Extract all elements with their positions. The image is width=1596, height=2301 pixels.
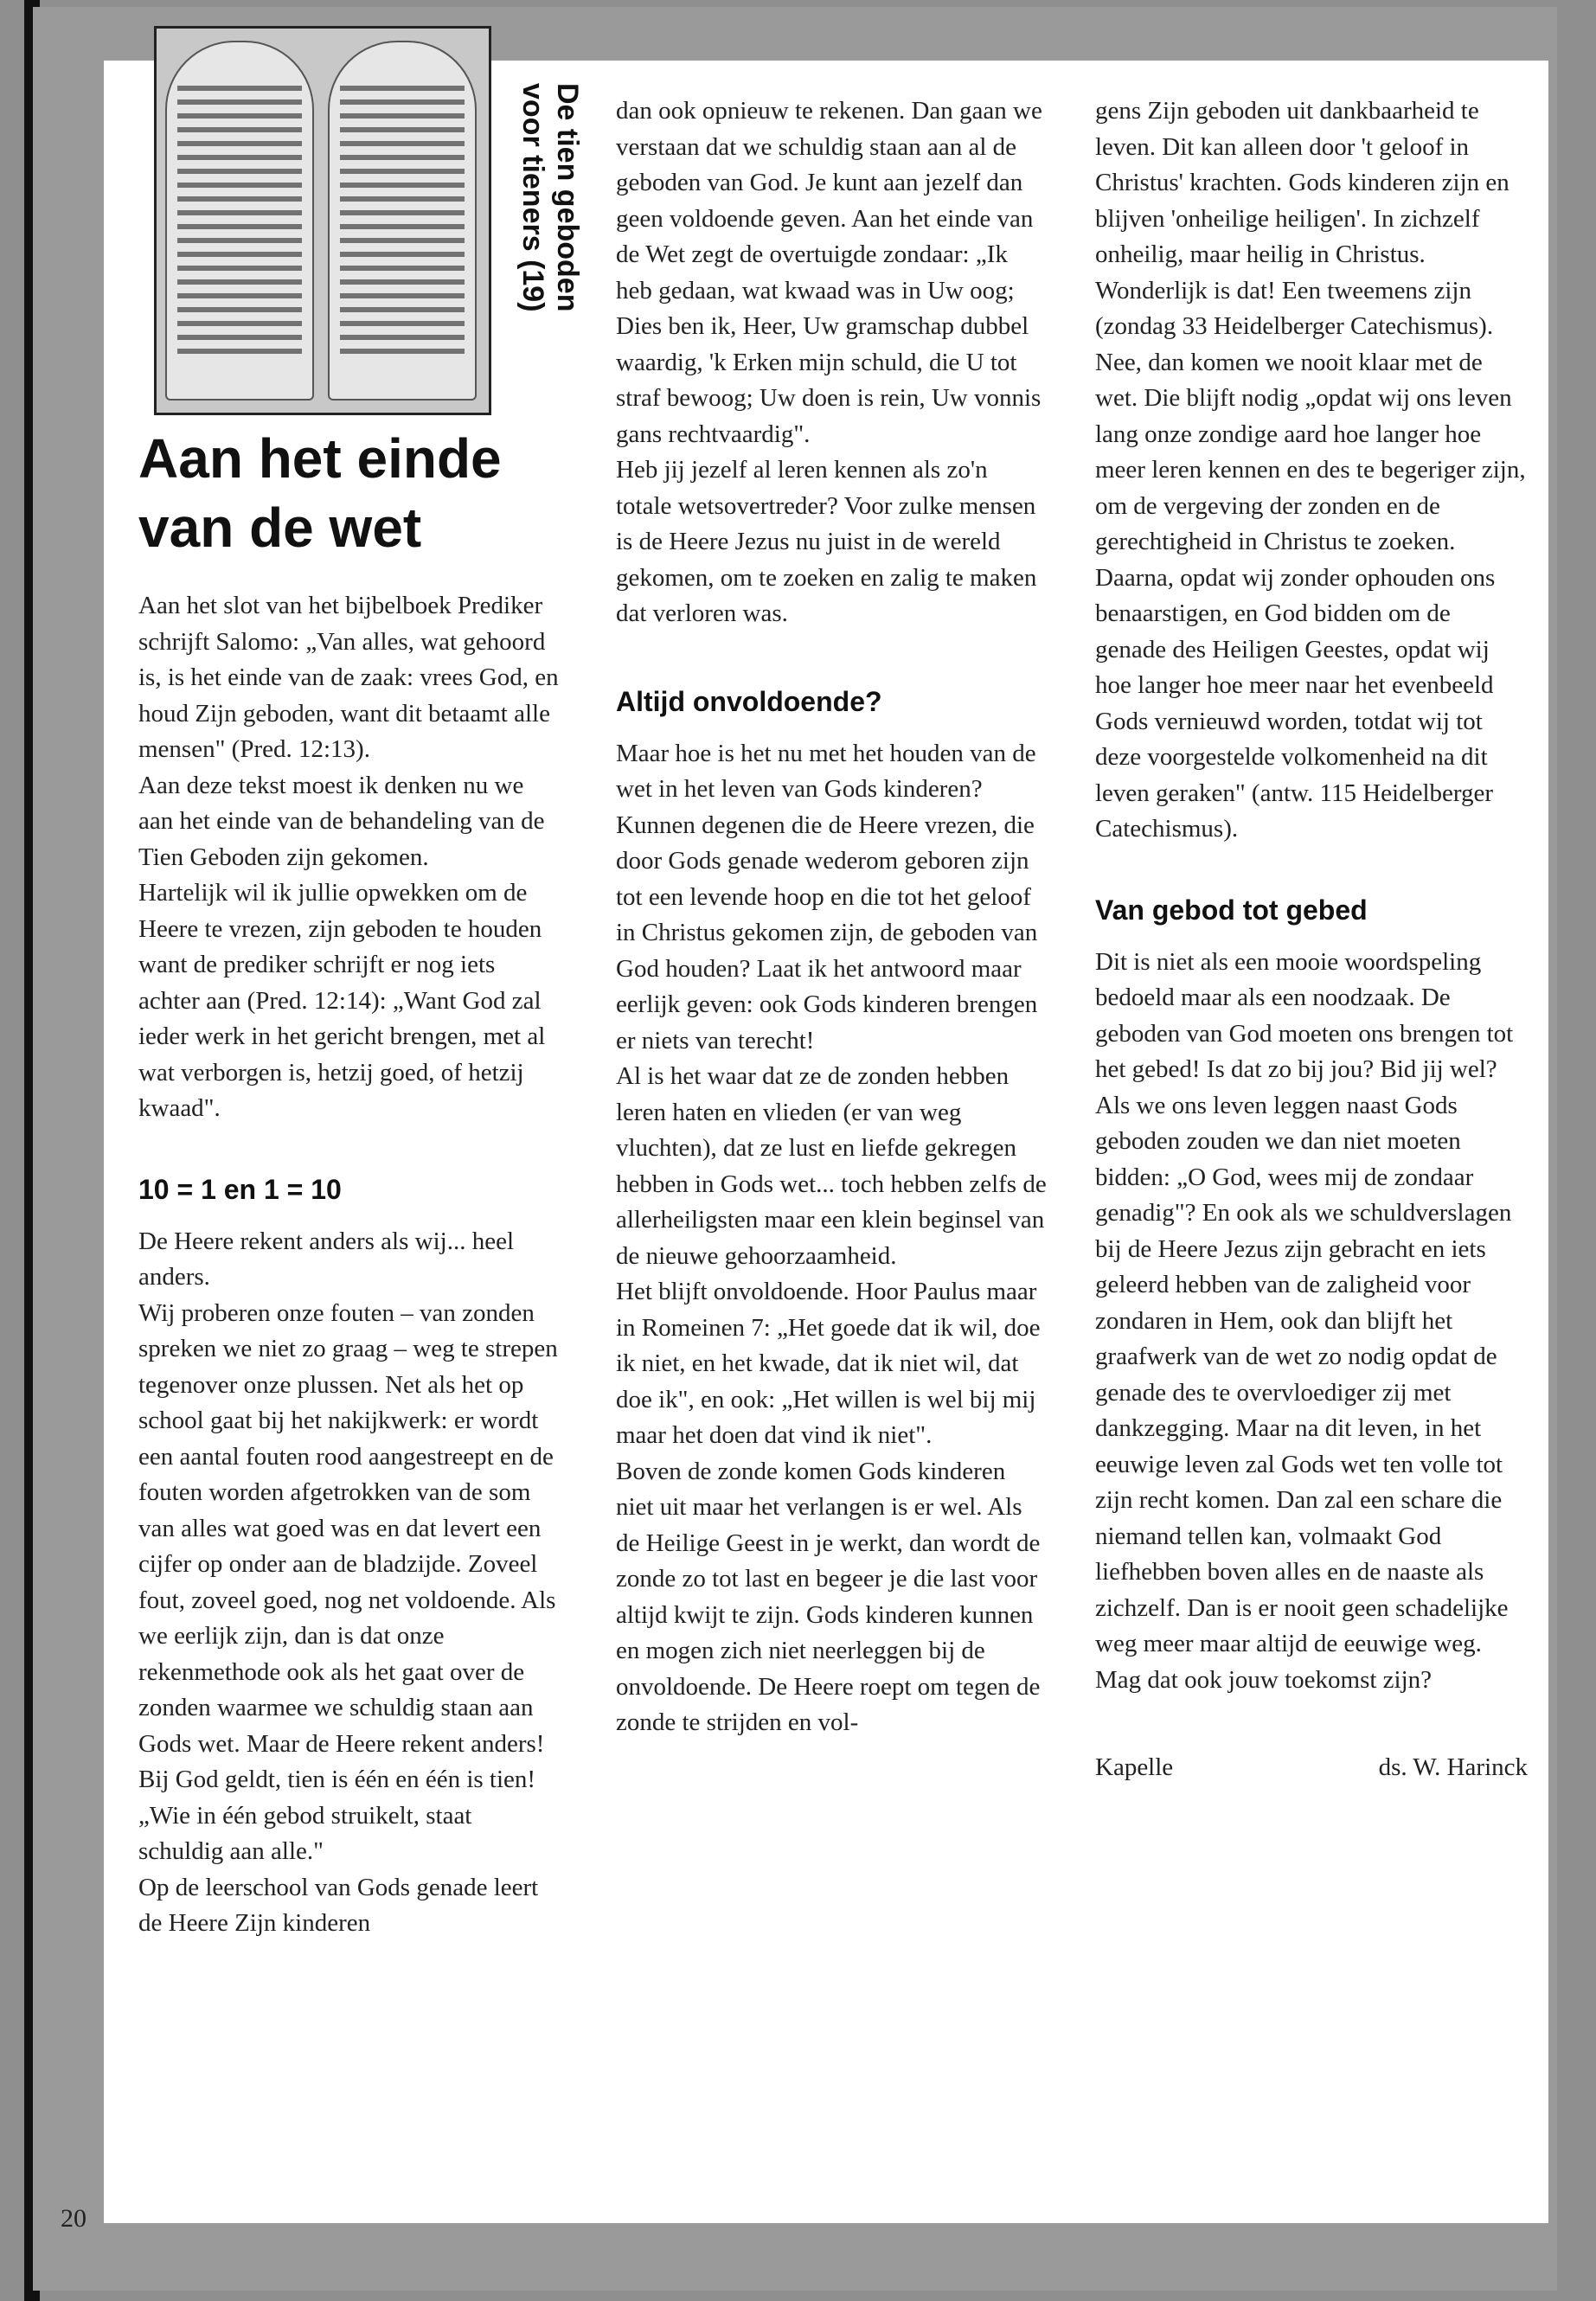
paragraph: Aan deze tekst moest ik denken nu we aan het einde van de behandeling van de Tien Geboden zijn gekomen. (138, 771, 545, 871)
paragraph: Op de leerschool van Gods genade leert de Heere Zijn kinderen (138, 1873, 539, 1937)
paragraph: Aan het slot van het bijbelboek Prediker schrijft Salomo: „Van alles, wat gehoord is, is het einde van de zaak: vrees God, en houd Zijn geboden, want dit betaamt alle mensen" (Pred. 12:13). (138, 592, 559, 763)
paragraph: Als we ons leven leggen naast Gods geboden zouden we dan niet moeten bidden: „O God, wees mij de zondaar genadig"? En ook als we schuldverslagen bij de Heere Jezus zijn gebracht en iets geleerd hebben van de zaligheid voor zondaren in Hem, ook dan blijft het graafwerk van de wet zo nodig opdat de genade des te overvloediger zij met dankzegging. Maar na dit leven, in het eeuwige leven zal Gods wet ten volle tot zijn recht komen. Dan zal een schare die niemand tellen kan, volmaakt God liefhebben boven alles en de naaste als zichzelf. Dan is er nooit geen schadelijke weg meer maar altijd de eeuwige weg. Mag dat ook jouw toekomst zijn? (1095, 1091, 1512, 1694)
column-1 (138, 588, 562, 1942)
paragraph: Hartelijk wil ik jullie opwekken om de Heere te vrezen, zijn geboden te houden want de prediker schrijft er nog iets achter aan (Pred. 12:14): „Want God zal ieder werk in het gericht brengen, met al wat verborgen is, hetzij goed, of hetzij kwaad". (138, 879, 546, 1122)
paragraph: dan ook opnieuw te rekenen. Dan gaan we verstaan dat we schuldig staan aan al de geboden van God. Je kunt aan jezelf dan geen voldoende geven. Aan het einde van de Wet zegt de overtuigde zondaar: „Ik heb gedaan, wat kwaad was in Uw oog; Dies ben ik, Heer, Uw gramschap dubbel waardig, 'k Erken mijn schuld, die U tot straf bewoog; Uw doen is rein, Uw vonnis gans rechtvaardig". (616, 97, 1042, 448)
signature (1095, 1750, 1528, 1786)
paragraph: Nee, dan komen we nooit klaar met de wet. Die blijft nodig „opdat wij ons leven lang onze zondige aard hoe langer hoe meer leren kennen en des te begeriger zijn, om de vergeving der zonden en de gerechtigheid in Christus te zoeken. Daarna, opdat wij zonder ophouden ons benaarstigen, en God bidden om de genade des Heiligen Geestes, opdat wij hoe langer hoe meer naar het evenbeeld Gods vernieuwd worden, totdat wij tot deze voorgestelde volkomenheid na dit leven geraken" (antw. 115 Heidelberger Catechismus). (1095, 348, 1526, 843)
section-heading: Altijd onvoldoende? (616, 685, 882, 717)
column-2 (616, 93, 1048, 1741)
ten-commandments-tablets-image (154, 26, 491, 415)
paragraph: Wij proberen onze fouten – van zonden spreken we niet zo graag – weg te strepen tegenover onze plussen. Net als het op school gaat bij het nakijkwerk: er wordt een aantal fouten rood aangestreept en de fouten worden afgetrokken van de som van alles wat goed was en dat levert een cijfer op onder aan de bladzijde. Zoveel fout, zoveel goed, nog net voldoende. Als we eerlijk zijn, dan is dat onze rekenmethode ook als het gaat over de zonden waarmee we schuldig staan aan Gods wet. Maar de Heere rekent anders! Bij God geldt, tien is één en één is tien! „Wie in één gebod struikelt, staat schuldig aan alle." (138, 1298, 558, 1865)
signature-author: ds. W. Harinck (1378, 1753, 1528, 1781)
paragraph: Het blijft onvoldoende. Hoor Paulus maar in Romeinen 7: „Het goede dat ik wil, doe ik niet, en het kwade, dat ik niet wil, dat doe ik", en ook: „Het willen is wel bij mij maar het doen dat vind ik niet". (616, 1278, 1041, 1449)
signature-place: Kapelle (1095, 1753, 1174, 1781)
page-number: 20 (61, 2204, 87, 2233)
paragraph: Maar hoe is het nu met het houden van de wet in het leven van Gods kinderen? Kunnen degenen die de Heere vrezen, die door Gods genade wederom geboren zijn tot een levende hoop en die tot het geloof in Christus gekomen zijn, de geboden van God houden? Laat ik het antwoord maar eerlijk geven: ook Gods kinderen brengen er niets van terecht! (616, 739, 1038, 1054)
paragraph: Boven de zonde komen Gods kinderen niet uit maar het verlangen is er wel. Als de Heilige Geest in je werkt, dan wordt de zonde zo tot last en begeer je die last voor altijd kwijt te zijn. Gods kinderen kunnen en mogen zich niet neerleggen bij de onvoldoende. De Heere roept om tegen de zonde te strijden en vol- (616, 1457, 1041, 1736)
section-heading: Van gebod tot gebed (1095, 894, 1368, 926)
column-3 (1095, 93, 1528, 1786)
article-headline: Aan het einde van de wet (138, 427, 502, 559)
section-heading: 10 = 1 en 1 = 10 (138, 1173, 342, 1205)
paragraph: Heb jij jezelf al leren kennen als zo'n totale wetsovertreder? Voor zulke mensen is de Heere Jezus nu juist in de wereld gekomen, om te zoeken en zalig te maken dat verloren was. (616, 456, 1037, 627)
paragraph: gens Zijn geboden uit dankbaarheid te leven. Dit kan alleen door 't geloof in Christus' krachten. Gods kinderen zijn en blijven 'onheilige heiligen'. In zichzelf onheilig, maar heilig in Christus. Wonderlijk is dat! Een tweemens zijn (zondag 33 Heidelberger Catechismus). (1095, 97, 1509, 340)
paragraph: De Heere rekent anders als wij... heel anders. (138, 1227, 514, 1291)
paragraph: Dit is niet als een mooie woordspeling bedoeld maar als een noodzaak. De geboden van God moeten ons brengen tot het gebed! Is dat zo bij jou? Bid jij wel? (1095, 947, 1514, 1083)
tablet-right (328, 41, 477, 401)
paragraph: Al is het waar dat ze de zonden hebben leren haten en vlieden (er van weg vluchten), dat ze lust en liefde gekregen hebben in Gods wet... toch hebben zelfs de allerheiligsten maar een klein beginsel van de nieuwe gehoorzaamheid. (616, 1062, 1047, 1270)
series-title: De tien geboden voor tieners (19) (516, 83, 584, 312)
tablet-left (165, 41, 314, 401)
